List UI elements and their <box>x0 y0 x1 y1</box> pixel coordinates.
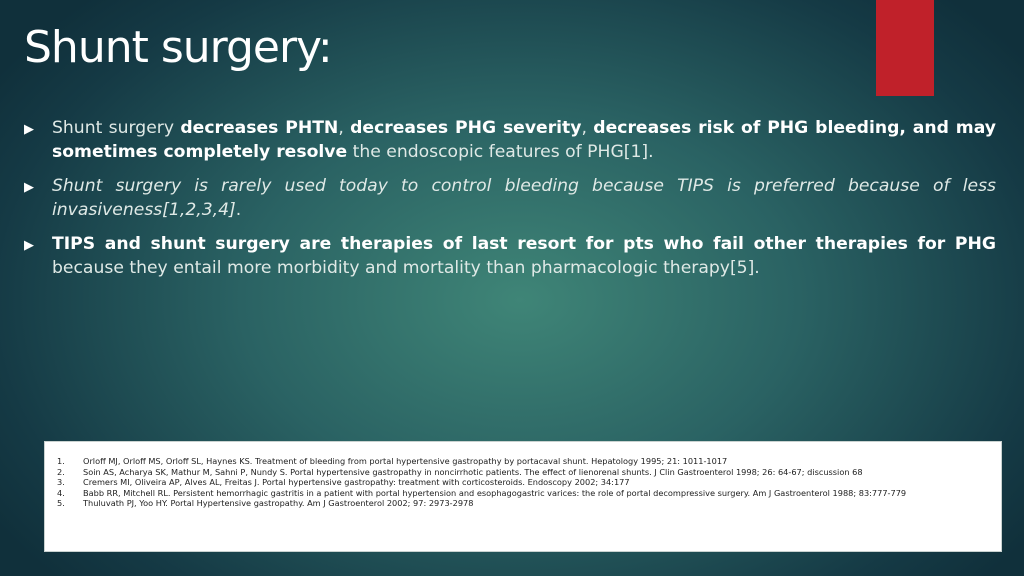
reference-text: Babb RR, Mitchell RL. Persistent hemorrhagic gastritis in a patient with portal hypertension and esophagogastric varices: the role of portal decompressive surgery. Am J Gastroenterol 1988; 83:777-779 <box>83 487 907 498</box>
bullet-emphasis: decreases PHG severity <box>350 118 582 138</box>
reference-text: Cremers MI, Oliveira AP, Alves AL, Freitas J. Portal hypertensive gastropathy: treatment with corticosteroids. Endoscopy 2002; 34:177 <box>83 477 630 487</box>
bullet-run: , <box>338 118 351 138</box>
slide-title: Shunt surgery: <box>24 22 332 73</box>
bullet-run: the endoscopic features of PHG[1]. <box>347 142 654 162</box>
reference-number: 3. <box>57 477 65 487</box>
reference-item <box>57 498 993 509</box>
reference-number: 1. <box>57 456 65 466</box>
references-box <box>44 441 1002 552</box>
bullet-run: . <box>235 200 242 220</box>
bullet-text <box>52 174 996 222</box>
reference-text: Soin AS, Acharya SK, Mathur M, Sahni P, Nundy S. Portal hypertensive gastropathy in noncirrhotic patients. The effect of lienorenal shunts. J Clin Gastroenterol 1998; 26: 64-67; discussion 68 <box>83 466 863 477</box>
bullet-text <box>52 116 996 164</box>
reference-number: 4. <box>57 487 65 498</box>
bullet-run: Shunt surgery <box>52 118 181 138</box>
reference-text: Thuluvath PJ, Yoo HY. Portal Hypertensive gastropathy. Am J Gastroenterol 2002; 97: 2973-2978 <box>83 498 474 508</box>
reference-number: 5. <box>57 498 65 508</box>
bullet-item <box>24 116 996 164</box>
bullet-emphasis: TIPS and shunt surgery are therapies of last resort for pts who fail other therapies for PHG <box>52 234 996 254</box>
reference-item <box>57 477 993 488</box>
reference-item <box>57 456 993 467</box>
bullet-item <box>24 174 996 222</box>
reference-item <box>57 488 993 499</box>
reference-number: 2. <box>57 466 65 477</box>
reference-text: Orloff MJ, Orloff MS, Orloff SL, Haynes KS. Treatment of bleeding from portal hypertensive gastropathy by portacaval shunt. Hepatology 1995; 21: 1011-1017 <box>83 456 728 466</box>
triangle-right-icon: ▶ <box>24 238 34 253</box>
bullet-run: because they entail more morbidity and mortality than pharmacologic therapy[5]. <box>52 258 760 278</box>
bullet-emphasis: decreases PHTN <box>180 118 339 138</box>
bullet-item <box>24 232 996 280</box>
bullet-run: , <box>581 118 594 138</box>
reference-item <box>57 467 993 478</box>
triangle-right-icon: ▶ <box>24 180 34 195</box>
red-accent-bar <box>876 0 934 96</box>
triangle-right-icon: ▶ <box>24 122 34 137</box>
bullet-list <box>24 116 996 290</box>
bullet-italic-run: Shunt surgery is rarely used today to control bleeding because TIPS is preferred because of less invasiveness[1,2,3,4] <box>52 176 996 220</box>
bullet-emphasis: decreases risk of PHG bleeding, and may sometimes completely resolve <box>52 118 996 162</box>
bullet-text <box>52 232 996 280</box>
